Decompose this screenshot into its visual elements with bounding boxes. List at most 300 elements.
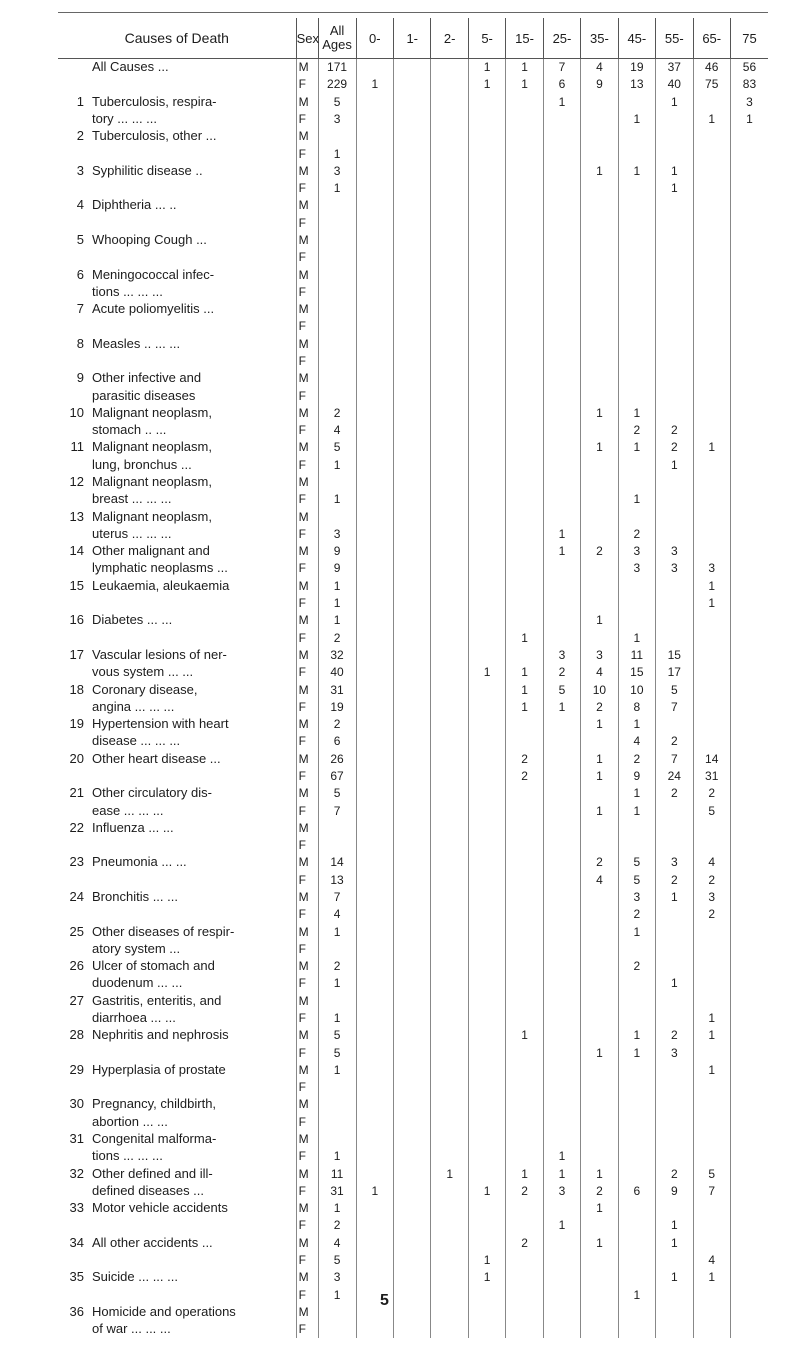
age-group-cell [356,144,393,162]
age-group-cell: 1 [581,1043,618,1061]
age-group-cell [543,594,580,612]
header-age-9: 65- [693,18,730,59]
age-group-cell [581,559,618,577]
sex-cell: M [296,301,318,317]
age-group-cell [581,1216,618,1234]
age-group-cell [356,578,393,594]
age-group-cell [693,716,730,732]
age-group-cell [356,958,393,974]
age-group-cell [356,490,393,508]
age-group-cell [693,179,730,197]
table-row [58,958,768,974]
age-group-cell [543,628,580,646]
age-group-cell: 1 [506,663,543,681]
age-group-cell [431,317,468,335]
all-ages-cell: 2 [318,628,356,646]
age-group-cell [394,1200,431,1216]
age-group-cell [543,1096,580,1112]
age-group-cell [394,439,431,455]
sex-cell: F [296,1147,318,1165]
age-group-cell [506,352,543,370]
age-group-cell [693,1235,730,1251]
age-group-cell [431,767,468,785]
age-group-cell [468,1320,505,1338]
cause-label: tions ... ... ... [92,283,163,299]
age-group-cell [581,179,618,197]
age-group-cell [693,317,730,335]
age-group-cell [506,128,543,144]
table-row [58,317,768,335]
age-group-cell [581,1147,618,1165]
cause-number: 30 [69,1096,84,1112]
age-group-cell [356,179,393,197]
cause-cell [58,94,296,110]
age-group-cell [730,974,768,992]
table-row [58,559,768,577]
age-group-cell [693,1147,730,1165]
cause-number: 27 [69,992,84,1008]
age-group-cell [730,266,768,282]
age-group-cell [468,698,505,716]
age-group-cell [581,248,618,266]
age-group-cell [506,958,543,974]
cause-cell [58,266,296,282]
age-group-cell: 2 [656,870,693,888]
age-group-cell [693,301,730,317]
age-group-cell [431,1285,468,1303]
age-group-cell [431,716,468,732]
table-row [58,283,768,301]
age-group-cell [543,352,580,370]
age-group-cell [730,1078,768,1096]
age-group-cell: 3 [543,647,580,663]
age-group-cell [468,370,505,386]
age-group-cell [543,1304,580,1320]
age-group-cell [543,456,580,474]
table-row [58,923,768,939]
age-group-cell [543,870,580,888]
cause-number: 18 [69,681,84,697]
age-group-cell [356,1147,393,1165]
age-group-cell [581,905,618,923]
age-group-cell [618,1216,655,1234]
age-group-cell: 17 [656,663,693,681]
age-group-cell [394,1304,431,1320]
cause-cell [58,543,296,559]
age-group-cell: 1 [618,405,655,421]
cause-label: vous system ... ... [92,664,194,680]
age-group-cell [394,628,431,646]
age-group-cell [656,1200,693,1216]
cause-cell [58,248,296,266]
age-group-cell: 5 [543,681,580,697]
age-group-cell [581,509,618,525]
age-group-cell [468,801,505,819]
age-group-cell [506,785,543,801]
age-group-cell [730,767,768,785]
age-group-cell [730,820,768,836]
age-group-cell [656,1009,693,1027]
age-group-cell [431,647,468,663]
age-group-cell: 3 [618,889,655,905]
age-group-cell [730,1304,768,1320]
age-group-cell [431,214,468,232]
age-group-cell [693,923,730,939]
all-ages-cell [318,1078,356,1096]
age-group-cell [581,889,618,905]
age-group-cell: 2 [506,767,543,785]
table-row [58,301,768,317]
age-group-cell [431,751,468,767]
age-group-cell: 1 [581,751,618,767]
age-group-cell [730,543,768,559]
age-group-cell [394,336,431,352]
age-group-cell [356,612,393,628]
cause-label: Other defined and ill- [92,1165,213,1181]
age-group-cell [468,1027,505,1043]
age-group-cell [730,958,768,974]
age-group-cell [431,386,468,404]
age-group-cell: 10 [581,681,618,697]
cause-label: Other infective and [92,370,202,386]
age-group-cell [356,110,393,128]
age-group-cell [730,1251,768,1269]
age-group-cell [356,836,393,854]
age-group-cell [431,1304,468,1320]
table-row [58,889,768,905]
table-row [58,439,768,455]
header-age-10: 75 [730,18,768,59]
age-group-cell [581,110,618,128]
age-group-cell [431,578,468,594]
age-group-cell [543,716,580,732]
cause-cell [58,751,296,767]
age-group-cell [543,820,580,836]
age-group-cell [394,1113,431,1131]
sex-cell: F [296,801,318,819]
age-group-cell [394,421,431,439]
cause-number: 20 [69,750,84,766]
age-group-cell [468,94,505,110]
age-group-cell [543,301,580,317]
age-group-cell: 1 [693,439,730,455]
cause-label: defined diseases ... [92,1182,205,1198]
age-group-cell: 1 [618,923,655,939]
age-group-cell: 1 [656,974,693,992]
age-group-cell: 2 [693,905,730,923]
mortality-table-sheet [58,18,768,1338]
age-group-cell [581,352,618,370]
age-group-cell [394,958,431,974]
table-row [58,870,768,888]
age-group-cell [730,370,768,386]
age-group-cell [468,1304,505,1320]
cause-cell [58,1062,296,1078]
cause-cell [58,559,296,577]
age-group-cell [356,974,393,992]
age-group-cell [356,1062,393,1078]
age-group-cell [543,1131,580,1147]
age-group-cell [431,1269,468,1285]
age-group-cell [394,767,431,785]
cause-cell [58,1320,296,1338]
all-ages-cell: 19 [318,698,356,716]
age-group-cell [356,628,393,646]
age-group-cell [543,248,580,266]
table-row [58,179,768,197]
age-group-cell [581,317,618,335]
cause-label: Motor vehicle accidents [92,1200,228,1216]
header-all-ages [318,18,356,59]
age-group-cell: 1 [581,767,618,785]
age-group-cell [468,820,505,836]
age-group-cell [431,923,468,939]
cause-label: All Causes ... [92,59,169,75]
sex-cell: M [296,370,318,386]
age-group-cell: 1 [693,110,730,128]
age-group-cell: 3 [656,559,693,577]
age-group-cell: 1 [618,1285,655,1303]
age-group-cell: 2 [656,1027,693,1043]
age-group-cell: 6 [543,75,580,93]
age-group-cell: 1 [581,801,618,819]
age-group-cell [356,663,393,681]
all-ages-cell [318,509,356,525]
age-group-cell: 1 [506,698,543,716]
age-group-cell [356,1166,393,1182]
sex-cell: M [296,751,318,767]
age-group-cell [506,1131,543,1147]
age-group-cell [356,352,393,370]
age-group-cell: 1 [506,1166,543,1182]
age-group-cell [506,923,543,939]
table-row [58,1078,768,1096]
age-group-cell [506,266,543,282]
age-group-cell [431,889,468,905]
age-group-cell: 1 [468,1251,505,1269]
sex-cell: M [296,785,318,801]
cause-cell [58,317,296,335]
cause-label: abortion ... ... [92,1113,168,1129]
age-group-cell: 1 [693,1027,730,1043]
age-group-cell: 10 [618,681,655,697]
age-group-cell [543,336,580,352]
all-ages-cell: 9 [318,543,356,559]
age-group-cell [468,163,505,179]
sex-cell: M [296,612,318,628]
age-group-cell [656,1251,693,1269]
cause-number: 8 [76,335,84,351]
age-group-cell [730,647,768,663]
age-group-cell [468,1078,505,1096]
age-group-cell [730,1113,768,1131]
age-group-cell [468,647,505,663]
age-group-cell: 4 [581,870,618,888]
age-group-cell [618,317,655,335]
age-group-cell [618,836,655,854]
cause-number: 7 [76,301,84,317]
age-group-cell [468,1166,505,1182]
age-group-cell [543,1027,580,1043]
age-group-cell [693,214,730,232]
all-ages-cell: 1 [318,179,356,197]
age-group-cell [656,923,693,939]
sex-cell: M [296,128,318,144]
table-row [58,1062,768,1078]
table-row [58,456,768,474]
age-group-cell [506,1096,543,1112]
age-group-cell [506,559,543,577]
cause-cell [58,1147,296,1165]
all-ages-cell: 1 [318,144,356,162]
age-group-cell [730,352,768,370]
age-group-cell [431,1147,468,1165]
table-row [58,578,768,594]
age-group-cell [730,197,768,213]
age-group-cell [693,232,730,248]
age-group-cell [618,1062,655,1078]
age-group-cell [394,940,431,958]
age-group-cell [581,1078,618,1096]
all-ages-cell [318,232,356,248]
header-all-bottom: Ages [322,37,352,52]
age-group-cell: 40 [656,75,693,93]
cause-label: uterus ... ... ... [92,525,172,541]
age-group-cell [581,820,618,836]
age-group-cell [730,248,768,266]
age-group-cell [356,456,393,474]
sex-cell: M [296,94,318,110]
age-group-cell [356,1200,393,1216]
table-row [58,1147,768,1165]
age-group-cell [506,405,543,421]
age-group-cell [730,144,768,162]
cause-cell [58,283,296,301]
age-group-cell [581,628,618,646]
age-group-cell [506,283,543,301]
sex-cell: M [296,923,318,939]
age-group-cell [394,509,431,525]
age-group-cell [506,1251,543,1269]
cause-label: Diphtheria ... .. [92,197,177,213]
sex-cell: F [296,732,318,750]
age-group-cell [468,559,505,577]
age-group-cell [431,1235,468,1251]
age-group-cell [468,578,505,594]
age-group-cell [394,559,431,577]
age-group-cell [581,232,618,248]
age-group-cell [693,421,730,439]
age-group-cell [693,525,730,543]
age-group-cell [394,59,431,76]
age-group-cell: 3 [581,647,618,663]
age-group-cell [468,1285,505,1303]
all-ages-cell [318,1096,356,1112]
cause-number: 29 [69,1061,84,1077]
age-group-cell [356,751,393,767]
age-group-cell [730,612,768,628]
age-group-cell [394,1131,431,1147]
cause-cell [58,974,296,992]
age-group-cell [618,266,655,282]
age-group-cell [581,1285,618,1303]
age-group-cell [581,1304,618,1320]
all-ages-cell [318,940,356,958]
table-row [58,1131,768,1147]
age-group-cell [468,1062,505,1078]
age-group-cell [730,1147,768,1165]
age-group-cell [656,1062,693,1078]
age-group-cell [506,1200,543,1216]
table-row [58,647,768,663]
age-group-cell [656,386,693,404]
age-group-cell [394,801,431,819]
age-group-cell: 2 [656,421,693,439]
age-group-cell: 1 [543,1216,580,1234]
age-group-cell [693,456,730,474]
age-group-cell [618,1320,655,1338]
age-group-cell: 1 [656,1269,693,1285]
all-ages-cell: 4 [318,1235,356,1251]
age-group-cell: 2 [656,439,693,455]
table-row [58,905,768,923]
age-group-cell [656,801,693,819]
age-group-cell [431,1251,468,1269]
age-group-cell [394,1043,431,1061]
cause-number: 19 [69,716,84,732]
age-group-cell [431,993,468,1009]
age-group-cell [693,490,730,508]
cause-number: 24 [69,888,84,904]
age-group-cell [431,1062,468,1078]
age-group-cell [730,993,768,1009]
age-group-cell [506,370,543,386]
age-group-cell [730,923,768,939]
age-group-cell [431,509,468,525]
age-group-cell [356,1131,393,1147]
age-group-cell [506,1320,543,1338]
age-group-cell: 1 [618,490,655,508]
header-age-3: 5- [468,18,505,59]
age-group-cell [468,232,505,248]
age-group-cell [356,698,393,716]
sex-cell: M [296,578,318,594]
age-group-cell [394,386,431,404]
age-group-cell [618,94,655,110]
age-group-cell [431,94,468,110]
age-group-cell [730,509,768,525]
age-group-cell [543,578,580,594]
all-ages-cell: 1 [318,490,356,508]
age-group-cell [506,820,543,836]
age-group-cell [730,940,768,958]
age-group-cell [506,1147,543,1165]
cause-label: parasitic diseases [92,387,196,403]
age-group-cell [693,628,730,646]
all-ages-cell: 1 [318,974,356,992]
age-group-cell [730,716,768,732]
cause-label: lung, bronchus ... [92,456,192,472]
cause-cell [58,698,296,716]
sex-cell: M [296,232,318,248]
age-group-cell [356,940,393,958]
age-group-cell [356,1251,393,1269]
cause-label: diarrhoea ... ... [92,1009,176,1025]
age-group-cell [468,785,505,801]
age-group-cell: 56 [730,59,768,76]
age-group-cell [543,421,580,439]
age-group-cell [468,110,505,128]
